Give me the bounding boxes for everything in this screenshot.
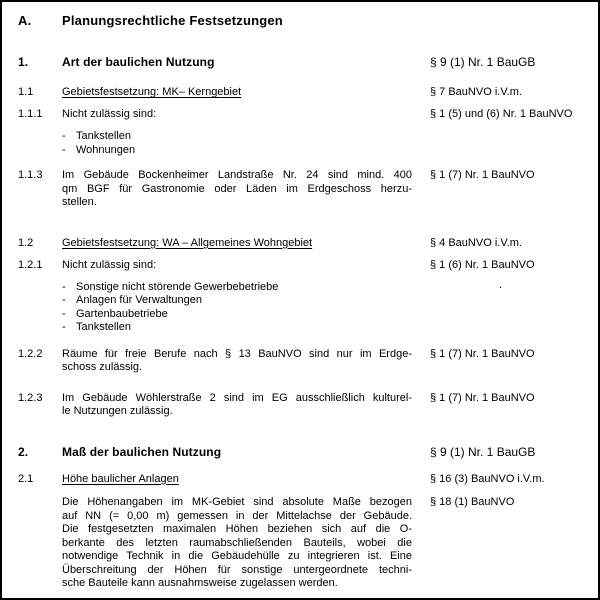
bullet-dash: - [62, 294, 66, 306]
section-title: Maß der baulichen Nutzung [62, 444, 222, 459]
section-row-2-1-paragraph [18, 496, 598, 591]
section-title-underlined: Höhe baulicher Anlagen [62, 472, 179, 485]
section-number: 1.1.1 [18, 107, 43, 120]
section-row-1-1 [18, 86, 598, 100]
section-number: 1.1 [18, 86, 34, 98]
bullet-item [62, 144, 412, 158]
bullet-text: Gartenbaubetriebe [76, 307, 168, 320]
bullet-dash: - [62, 321, 66, 333]
bullet-list [62, 281, 412, 335]
bullet-item [62, 294, 412, 308]
section-row-1-2-1 [18, 259, 598, 273]
section-paragraph: Die Höhenangaben im MK-Gebiet sind absolute Maße bezogen auf NN (= 0,00 m) gemessen in der Mittelachse der Gebäude. Die festgesetzten maximalen Höhen beziehen sich auf die O- berkante des letzten raumabschließenden Bauteils, wobei die notwendige Technik in die Gebäudehülle zu integrieren ist. Eine Überschreitung der Höhen für sonstige untergeordnete techni- sche Bauteile kann ausnahmsweise zugelassen werden. [62, 496, 412, 589]
section-text: Nicht zulässig sind: [62, 107, 157, 120]
bullet-dash: - [62, 307, 66, 320]
stray-mark: . [499, 279, 503, 291]
section-number: 1. [18, 55, 29, 69]
heading-number: A. [18, 13, 32, 28]
section-number: 2. [18, 444, 29, 459]
section-row-1-2-3 [18, 392, 598, 419]
legal-reference: § 16 (3) BauNVO i.V.m. [430, 472, 545, 485]
bullet-dash: - [62, 280, 66, 293]
section-row-1 [18, 55, 598, 70]
bullet-text: Wohnungen [76, 143, 136, 156]
legal-reference: § 4 BauNVO i.V.m. [430, 236, 522, 249]
section-row-2 [18, 445, 598, 460]
section-title: Art der baulichen Nutzung [62, 55, 215, 69]
legal-reference: § 9 (1) Nr. 1 BauGB [430, 444, 536, 459]
heading-title: Planungsrechtliche Festsetzungen [62, 13, 283, 28]
legal-reference: § 1 (7) Nr. 1 BauNVO [430, 169, 535, 181]
section-title-underlined: Gebietsfestsetzung: WA – Allgemeines Wohngebiet [62, 236, 313, 249]
section-row-1-1-3 [18, 169, 598, 210]
section-number: 1.1.3 [18, 169, 43, 181]
bullet-item [62, 281, 412, 295]
bullet-list [62, 130, 412, 157]
legal-reference: § 7 BauNVO i.V.m. [430, 86, 522, 98]
legal-reference: § 18 (1) BauNVO [430, 496, 515, 508]
bullet-text: Anlagen für Verwaltungen [76, 294, 202, 306]
bullet-dash: - [62, 143, 66, 156]
legal-reference: § 1 (7) Nr. 1 BauNVO [430, 347, 535, 360]
bullet-list-row [18, 130, 598, 157]
bullet-item [62, 308, 412, 322]
section-number: 1.2.1 [18, 259, 43, 271]
bullet-text: Sonstige nicht störende Gewerbebetriebe [76, 280, 279, 293]
legal-reference: § 9 (1) Nr. 1 BauGB [430, 55, 536, 69]
section-paragraph: Im Gebäude Wöhlerstraße 2 sind im EG ausschließlich kulturel- le Nutzungen zulässig. [62, 391, 412, 417]
section-paragraph: Räume für freie Berufe nach § 13 BauNVO sind nur im Erdge- schoss zulässig. [62, 347, 412, 373]
section-number: 1.2.3 [18, 391, 43, 404]
bullet-item [62, 130, 412, 144]
bullet-text: Tankstellen [76, 130, 132, 142]
section-row-1-2 [18, 237, 598, 251]
legal-reference: § 1 (7) Nr. 1 BauNVO [430, 391, 535, 404]
section-number: 2.1 [18, 472, 34, 485]
section-text: Nicht zulässig sind: [62, 259, 157, 271]
section-paragraph: Im Gebäude Bockenheimer Landstraße Nr. 24 sind mind. 400 qm BGF für Gastronomie oder Läden im Erdgeschoss herzu- stellen. [62, 169, 412, 208]
section-row-1-1-1 [18, 108, 598, 122]
legal-reference: § 1 (5) und (6) Nr. 1 BauNVO [430, 107, 573, 120]
section-row-1-2-2 [18, 348, 598, 375]
bullet-dash: - [62, 130, 66, 142]
bullet-text: Tankstellen [76, 321, 132, 333]
legal-reference: § 1 (6) Nr. 1 BauNVO [430, 259, 535, 271]
bullet-list-row [18, 281, 598, 335]
document-heading-row [18, 13, 598, 29]
section-number: 1.2 [18, 236, 34, 249]
section-row-2-1 [18, 473, 598, 487]
bullet-item [62, 321, 412, 335]
section-title-underlined: Gebietsfestsetzung: MK– Kerngebiet [62, 86, 242, 98]
section-number: 1.2.2 [18, 347, 43, 360]
